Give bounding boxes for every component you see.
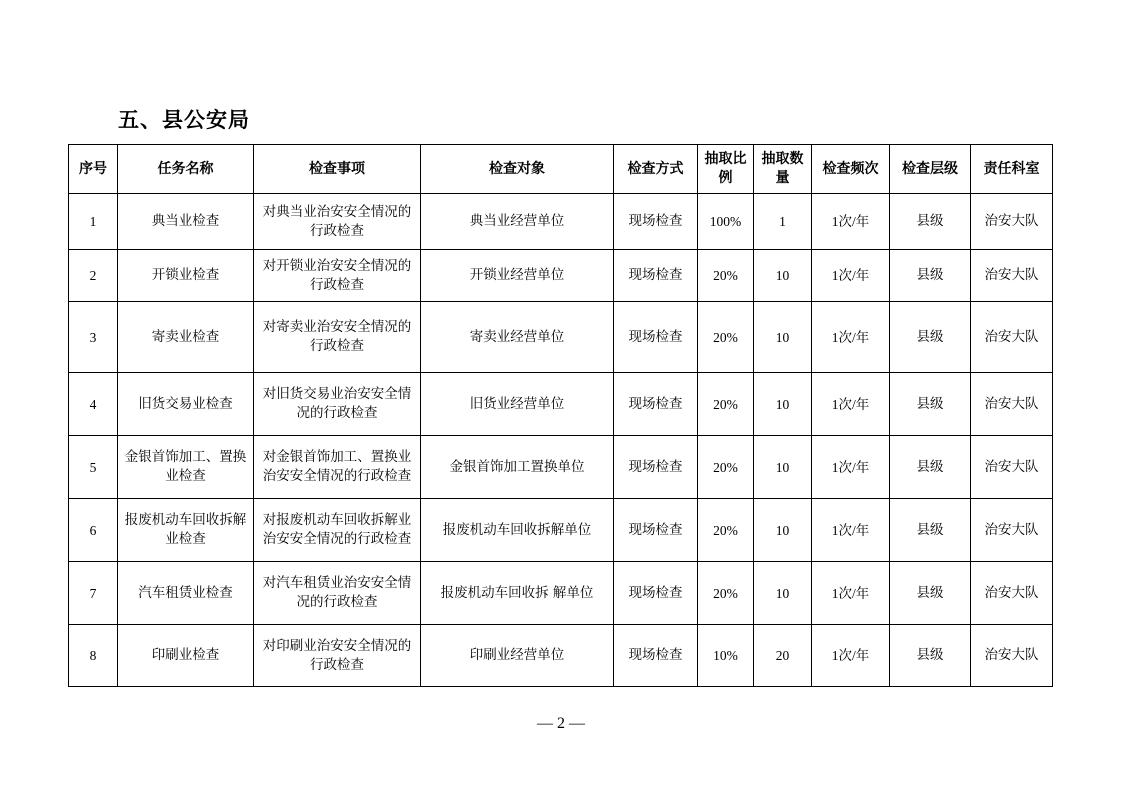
section-title: 五、县公安局 [118, 108, 250, 132]
cell-level: 县级 [890, 625, 971, 687]
cell-inspection-method: 现场检查 [614, 302, 698, 373]
cell-frequency: 1次/年 [812, 250, 890, 302]
cell-sample-count: 10 [754, 373, 812, 436]
cell-inspection-method: 现场检查 [614, 436, 698, 499]
table-row [69, 373, 1053, 436]
cell-inspection-item: 对汽车租赁业治安安全情况的行政检查 [254, 562, 421, 625]
cell-inspection-target: 寄卖业经营单位 [421, 302, 614, 373]
cell-index: 2 [69, 250, 118, 302]
cell-inspection-method: 现场检查 [614, 194, 698, 250]
cell-task-name: 典当业检查 [118, 194, 254, 250]
cell-sample-count: 10 [754, 436, 812, 499]
cell-index: 4 [69, 373, 118, 436]
cell-inspection-method: 现场检查 [614, 499, 698, 562]
cell-task-name: 汽车租赁业检查 [118, 562, 254, 625]
header-sample-count: 抽取数量 [754, 145, 812, 194]
cell-frequency: 1次/年 [812, 194, 890, 250]
header-inspection-item: 检查事项 [254, 145, 421, 194]
cell-index: 1 [69, 194, 118, 250]
cell-inspection-item: 对报废机动车回收拆解业治安安全情况的行政检查 [254, 499, 421, 562]
cell-inspection-target: 金银首饰加工置换单位 [421, 436, 614, 499]
cell-level: 县级 [890, 499, 971, 562]
cell-department: 治安大队 [971, 373, 1053, 436]
header-index: 序号 [69, 145, 118, 194]
cell-task-name: 寄卖业检查 [118, 302, 254, 373]
cell-index: 6 [69, 499, 118, 562]
cell-inspection-target: 报废机动车回收拆 解单位 [421, 562, 614, 625]
cell-inspection-target: 开锁业经营单位 [421, 250, 614, 302]
cell-frequency: 1次/年 [812, 562, 890, 625]
cell-inspection-method: 现场检查 [614, 562, 698, 625]
inspection-table [68, 144, 1053, 687]
header-inspection-target: 检查对象 [421, 145, 614, 194]
cell-inspection-item: 对旧货交易业治安安全情况的行政检查 [254, 373, 421, 436]
cell-frequency: 1次/年 [812, 625, 890, 687]
cell-inspection-item: 对典当业治安安全情况的行政检查 [254, 194, 421, 250]
cell-inspection-method: 现场检查 [614, 250, 698, 302]
cell-department: 治安大队 [971, 436, 1053, 499]
cell-department: 治安大队 [971, 499, 1053, 562]
cell-sample-count: 1 [754, 194, 812, 250]
cell-index: 5 [69, 436, 118, 499]
cell-level: 县级 [890, 194, 971, 250]
cell-inspection-target: 印刷业经营单位 [421, 625, 614, 687]
cell-department: 治安大队 [971, 194, 1053, 250]
header-frequency: 检查频次 [812, 145, 890, 194]
cell-index: 3 [69, 302, 118, 373]
table-row [69, 194, 1053, 250]
header-department: 责任科室 [971, 145, 1053, 194]
cell-sample-count: 10 [754, 562, 812, 625]
cell-sample-count: 10 [754, 250, 812, 302]
cell-inspection-method: 现场检查 [614, 373, 698, 436]
cell-level: 县级 [890, 562, 971, 625]
header-sample-ratio: 抽取比例 [698, 145, 754, 194]
table-row [69, 625, 1053, 687]
cell-task-name: 报废机动车回收拆解业检查 [118, 499, 254, 562]
cell-department: 治安大队 [971, 562, 1053, 625]
cell-sample-count: 10 [754, 302, 812, 373]
cell-sample-count: 20 [754, 625, 812, 687]
header-task-name: 任务名称 [118, 145, 254, 194]
cell-frequency: 1次/年 [812, 499, 890, 562]
cell-frequency: 1次/年 [812, 436, 890, 499]
cell-sample-ratio: 20% [698, 562, 754, 625]
cell-inspection-target: 典当业经营单位 [421, 194, 614, 250]
cell-index: 7 [69, 562, 118, 625]
cell-sample-ratio: 20% [698, 250, 754, 302]
cell-inspection-method: 现场检查 [614, 625, 698, 687]
cell-frequency: 1次/年 [812, 302, 890, 373]
cell-inspection-item: 对开锁业治安安全情况的行政检查 [254, 250, 421, 302]
cell-department: 治安大队 [971, 625, 1053, 687]
header-level: 检查层级 [890, 145, 971, 194]
cell-department: 治安大队 [971, 302, 1053, 373]
cell-inspection-item: 对寄卖业治安安全情况的行政检查 [254, 302, 421, 373]
cell-level: 县级 [890, 436, 971, 499]
cell-sample-ratio: 100% [698, 194, 754, 250]
cell-sample-ratio: 10% [698, 625, 754, 687]
page-number: — 2 — [537, 715, 585, 732]
table-row [69, 499, 1053, 562]
header-inspection-method: 检查方式 [614, 145, 698, 194]
cell-frequency: 1次/年 [812, 373, 890, 436]
cell-index: 8 [69, 625, 118, 687]
table-row [69, 562, 1053, 625]
cell-inspection-target: 报废机动车回收拆解单位 [421, 499, 614, 562]
table-row [69, 250, 1053, 302]
cell-level: 县级 [890, 373, 971, 436]
cell-task-name: 印刷业检查 [118, 625, 254, 687]
cell-sample-ratio: 20% [698, 436, 754, 499]
cell-department: 治安大队 [971, 250, 1053, 302]
table-row [69, 302, 1053, 373]
cell-task-name: 旧货交易业检查 [118, 373, 254, 436]
cell-inspection-item: 对印刷业治安安全情况的行政检查 [254, 625, 421, 687]
cell-inspection-target: 旧货业经营单位 [421, 373, 614, 436]
cell-inspection-item: 对金银首饰加工、置换业治安安全情况的行政检查 [254, 436, 421, 499]
table-header-row [69, 145, 1053, 194]
cell-task-name: 金银首饰加工、置换业检查 [118, 436, 254, 499]
table-row [69, 436, 1053, 499]
cell-sample-count: 10 [754, 499, 812, 562]
cell-sample-ratio: 20% [698, 373, 754, 436]
cell-sample-ratio: 20% [698, 499, 754, 562]
cell-sample-ratio: 20% [698, 302, 754, 373]
cell-task-name: 开锁业检查 [118, 250, 254, 302]
cell-level: 县级 [890, 302, 971, 373]
cell-level: 县级 [890, 250, 971, 302]
